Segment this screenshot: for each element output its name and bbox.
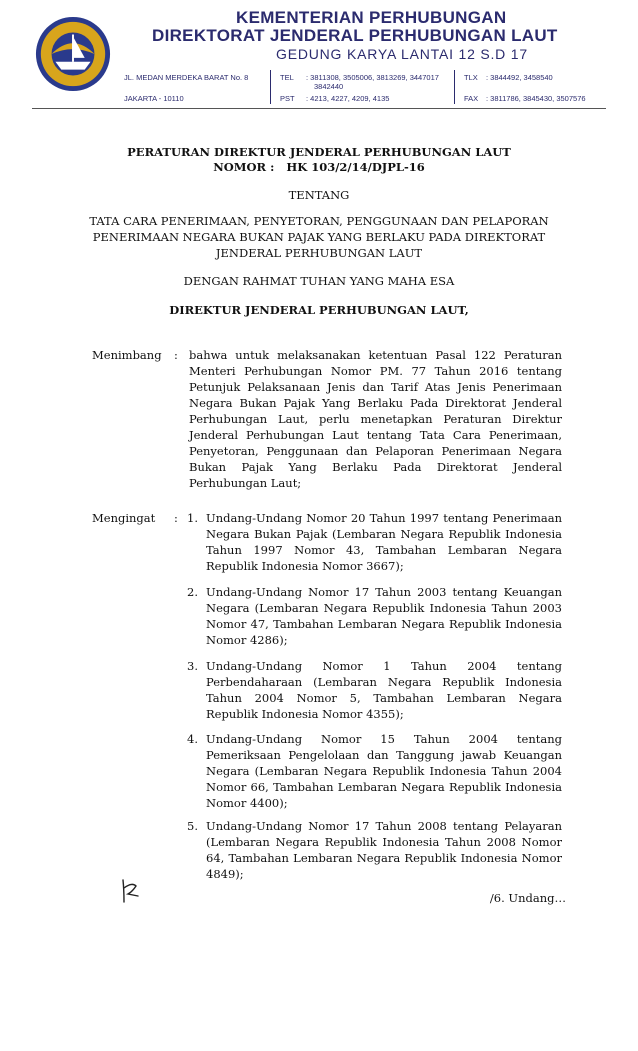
list-item-number: 5. [187,819,198,833]
menimbang-colon: : [174,348,178,362]
letterhead-directorate: DIREKTORAT JENDERAL PERHUBUNGAN LAUT [152,26,558,45]
letterhead-divider [270,70,271,104]
mengingat-colon: : [174,511,178,525]
letterhead-rule [32,108,606,109]
list-item-number: 2. [187,585,198,599]
list-item-number: 3. [187,659,198,673]
list-item-text: Undang-Undang Nomor 15 Tahun 2004 tentang Pemeriksaan Pengelolaan dan Tanggung jawab Keuangan Negara (Lembaran Negara Republik Indonesia Tahun 2004 Nomor 66, Tambahan Lembaran Negara Republik Indonesia Nomor 4400); [206,732,562,810]
menimbang-text: bahwa untuk melaksanakan ketentuan Pasal 122 Peraturan Menteri Perhubungan Nomor PM. 77 Tahun 2016 tentang Petunjuk Pelaksanaan Jenis dan Tarif Atas Jenis Penerimaan Negara Bukan Pajak Yang Berlaku Pada Direktorat Jenderal Perhubungan Laut, perlu menetapkan Peraturan Direktur Jenderal Perhubungan Laut tentang Tata Cara Penerimaan, Penyetoran, Penggunaan dan Pelaporan Penerimaan Negara Bukan Pajak Yang Berlaku Pada Direktorat Jenderal Perhubungan Laut; [189,348,562,490]
list-item-text: Undang-Undang Nomor 17 Tahun 2008 tentang Pelayaran (Lembaran Negara Republik Indonesia Tahun 2008 Nomor 64, Tambahan Lembaran Negara Republik Indonesia Nomor 4849); [206,819,562,881]
tel-value-extra: 3842440 [314,82,344,91]
subject-line-3: JENDERAL PERHUBUNGAN LAUT [215,246,423,260]
next-page-reference: /6. Undang… [489,891,566,905]
subject-line-2: PENERIMAAN NEGARA BUKAN PAJAK YANG BERLAKU PADA DIREKTORAT [92,230,546,244]
letterhead-divider [454,70,455,104]
fax-value: : 3811786, 3845430, 3507576 [486,94,586,103]
tentang-label: TENTANG [288,188,350,202]
initial-paraf-icon [120,878,142,904]
regulation-number: NOMOR : HK 103/2/14/DJPL-16 [213,160,425,174]
letterhead [0,0,638,112]
letterhead-address: JL. MEDAN MERDEKA BARAT No. 8 [124,73,249,82]
subject-line-1: TATA CARA PENERIMAAN, PENYETORAN, PENGGUNAAN DAN PELAPORAN [89,214,549,228]
list-item-text: Undang-Undang Nomor 1 Tahun 2004 tentang Perbendaharaan (Lembaran Negara Republik Indonesia Tahun 2004 Nomor 5, Tambahan Lembaran Negara Republik Indonesia Nomor 4355); [206,659,562,721]
list-item-number: 4. [187,732,198,746]
tel-label: TEL [280,73,294,82]
ministry-logo-icon [34,14,112,94]
list-item-text: Undang-Undang Nomor 17 Tahun 2003 tentang Keuangan Negara (Lembaran Negara Republik Indonesia Tahun 2003 Nomor 47, Tambahan Lembaran Negara Republik Indonesia Nomor 4286); [206,585,562,647]
tlx-value: : 3844492, 3458540 [486,73,553,82]
rahmat-line: DENGAN RAHMAT TUHAN YANG MAHA ESA [183,274,455,288]
mengingat-label: Mengingat [92,511,156,525]
letterhead-ministry: KEMENTERIAN PERHUBUNGAN [236,8,507,27]
letterhead-city: JAKARTA - 10110 [124,94,184,103]
pst-label: PST [280,94,295,103]
regulation-title: PERATURAN DIREKTUR JENDERAL PERHUBUNGAN LAUT [127,145,511,159]
menimbang-label: Menimbang [92,348,162,362]
fax-label: FAX [464,94,479,103]
tel-value: : 3811308, 3505006, 3813269, 3447017 [306,73,439,82]
pst-value: : 4213, 4227, 4209, 4135 [306,94,390,103]
tlx-label: TLX [464,73,478,82]
list-item-text: Undang-Undang Nomor 20 Tahun 1997 tentang Penerimaan Negara Bukan Pajak (Lembaran Negara Republik Indonesia Tahun 1997 Nomor 43, Tambahan Lembaran Negara Republik Indonesia Nomor 3667); [206,511,562,573]
letterhead-building: GEDUNG KARYA LANTAI 12 S.D 17 [276,46,528,62]
list-item-number: 1. [187,511,198,525]
official-title: DIREKTUR JENDERAL PERHUBUNGAN LAUT, [169,303,469,317]
